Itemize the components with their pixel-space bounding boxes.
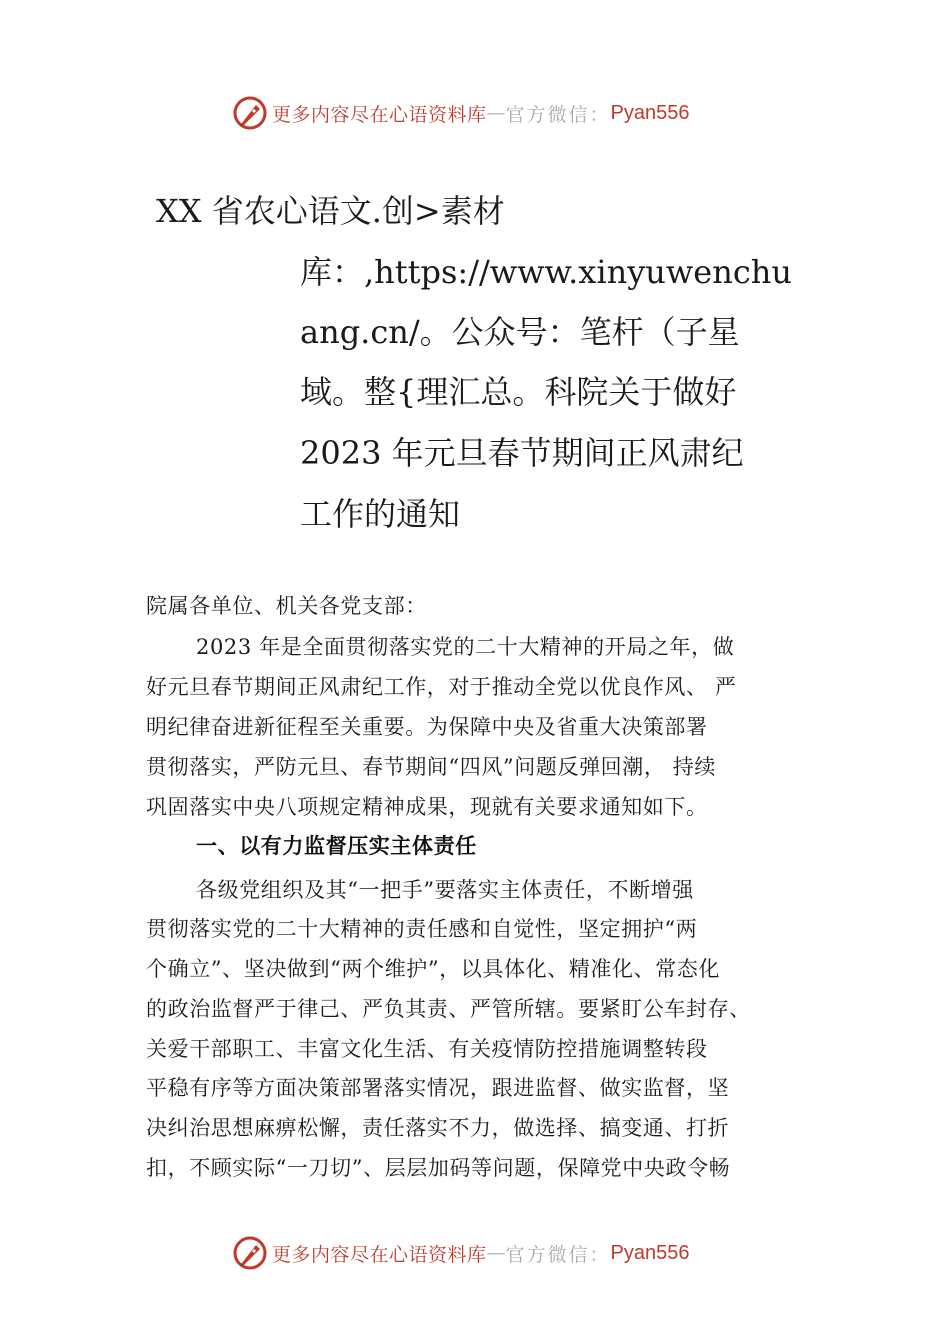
watermark-wechat-id: Pyan556 <box>610 101 690 124</box>
title-line: ang.cn/。公众号：笔杆（子星 <box>300 313 740 351</box>
section-heading: 一、以有力监督压实主体责任 <box>196 834 477 858</box>
watermark-official-label: 官方微信： <box>505 103 611 126</box>
paragraph-line: 决纠治思想麻痹松懈，责任落实不力，做选择、搞变通、打折 <box>146 1116 730 1140</box>
paragraph-line: 个确立”、坚决做到“两个维护”，以具体化、精准化、常态化 <box>146 957 721 981</box>
paragraph-line: 平稳有序等方面决策部署落实情况，跟进监督、做实监督，坚 <box>146 1076 730 1100</box>
paragraph-line: 好元旦春节期间正风肃纪工作，对于推动全党以优良作风、 严 <box>146 675 737 699</box>
pen-nib-logo-icon <box>232 1235 268 1271</box>
title-line: 库：,https://www.xinyuwenchu <box>300 253 792 291</box>
paragraph-line: 2023 年是全面贯彻落实党的二十大精神的开局之年，做 <box>196 635 735 659</box>
paragraph-line: 明纪律奋进新征程至关重要。为保障中央及省重大决策部署 <box>146 715 708 739</box>
paragraph-line: 扣，不顾实际“一刀切”、层层加码等问题，保障党中央政令畅 <box>146 1156 731 1180</box>
watermark-banner-top <box>0 93 950 133</box>
paragraph-line: 贯彻落实，严防元旦、春节期间“四风”问题反弹回潮， 持续 <box>146 755 716 779</box>
watermark-wechat-id: Pyan556 <box>610 1241 690 1264</box>
salutation: 院属各单位、机关各党支部： <box>146 594 427 618</box>
title-line: 工作的通知 <box>300 495 461 533</box>
watermark-separator: — <box>486 1242 506 1264</box>
paragraph-line: 的政治监督严于律己、严负其责、严管所辖。要紧盯公车封存、 <box>146 997 751 1021</box>
paragraph-line: 各级党组织及其“一把手”要落实主体责任，不断增强 <box>196 878 694 902</box>
title-line: 域。整{理汇总。科院关于做好 <box>300 373 737 411</box>
watermark-banner-bottom <box>0 1233 950 1273</box>
watermark-official-label: 官方微信： <box>505 1243 611 1266</box>
paragraph-line: 贯彻落实党的二十大精神的责任感和自觉性，坚定拥护“两 <box>146 917 698 941</box>
title-line: 2023 年元旦春节期间正风肃纪 <box>300 434 744 472</box>
title-line: XX 省农心语文.创>素材 <box>156 192 505 230</box>
paragraph-line: 关爱干部职工、丰富文化生活、有关疫情防控措施调整转段 <box>146 1037 708 1061</box>
paragraph-line: 巩固落实中央八项规定精神成果，现就有关要求通知如下。 <box>146 795 708 819</box>
watermark-text: 更多内容尽在心语资料库 <box>272 1243 487 1266</box>
watermark-separator: — <box>486 102 506 124</box>
watermark-text: 更多内容尽在心语资料库 <box>272 103 487 126</box>
pen-nib-logo-icon <box>232 95 268 131</box>
